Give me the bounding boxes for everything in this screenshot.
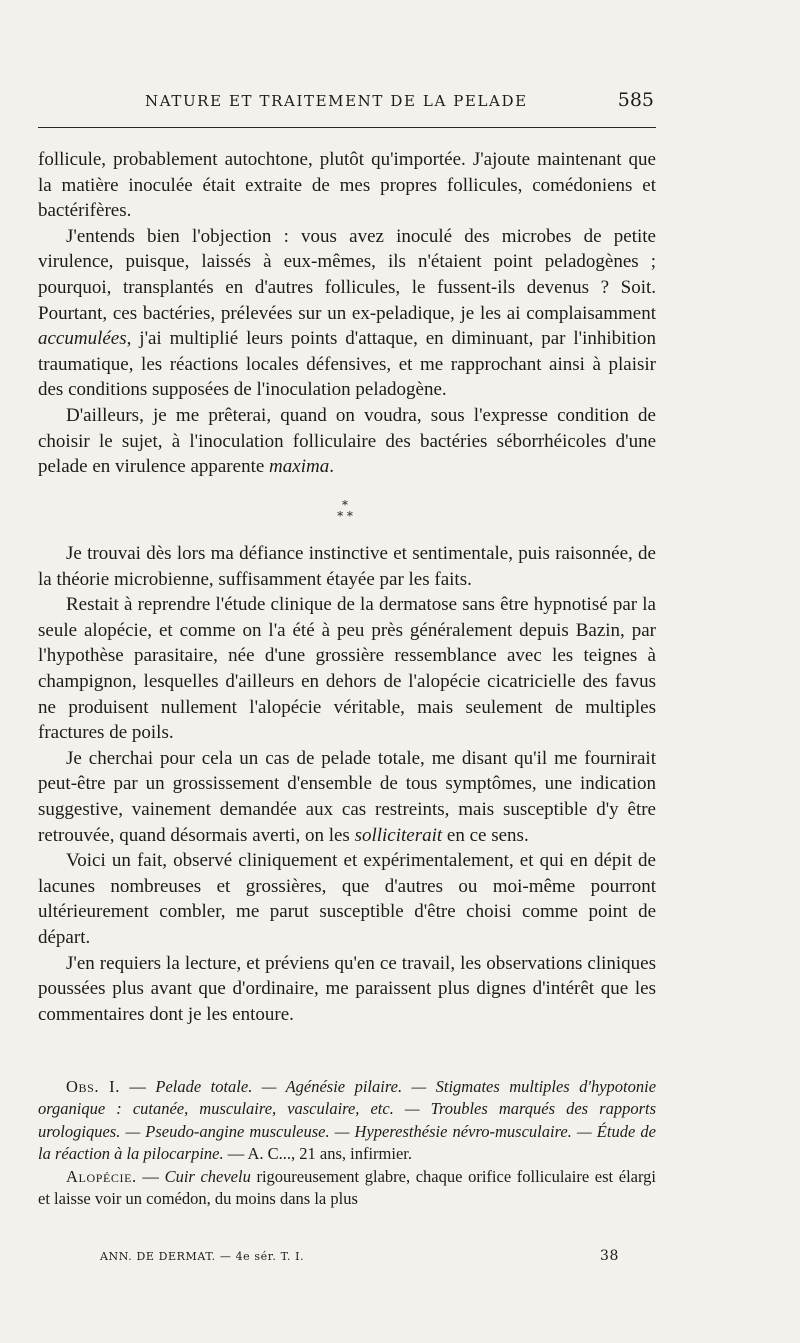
signature-mark: ANN. DE DERMAT. — 4e sér. T. I.	[100, 1250, 305, 1263]
header-rule	[38, 127, 656, 128]
paragraph-3: D'ailleurs, je me prêterai, quand on voudra, sous l'expresse condition de choisir le sujet, à l'inoculation folliculaire des bactéries séborrhéicoles d'une pelade en virulence apparente maxima.	[38, 404, 656, 478]
observation-block	[38, 1076, 656, 1210]
paragraph-6: Je cherchai pour cela un cas de pelade totale, me disant qu'il me fournirait peut-être par un grossissement d'ensemble de tous symptômes, une indication suggestive, vainement demandée aux cas restreints, mais susceptible d'y être retrouvée, quand désormais averti, on les solliciterait en ce sens.	[38, 747, 656, 846]
page-header	[38, 89, 656, 116]
body-text-upper	[38, 147, 656, 480]
paragraph-8: J'en requiers la lecture, et préviens qu'en ce travail, les observations cliniques poussées plus avant que d'ordinaire, me paraissent plus dignes d'intérêt que les commentaires dont je les entoure.	[38, 952, 656, 1025]
paragraph-2: J'entends bien l'objection : vous avez inoculé des microbes de petite virulence, puisque, laissés à eux-mêmes, ils n'étaient point peladogènes ; pourquoi, transplantés en d'autres follicules, le fussent-ils devenus ? Soit. Pourtant, ces bactéries, prélevées sur un ex-peladique, je les ai complaisamment accumulées, j'ai multiplié leurs points d'attaque, en diminuant, par l'inhibition traumatique, les réactions locales défensives, et me rapprochant ainsi à plaisir des conditions supposées de l'inoculation peladogène.	[38, 225, 656, 401]
paragraph-1: follicule, probablement autochtone, plutôt qu'importée. J'ajoute maintenant que la matière inoculée était extraite de mes propres follicules, comédoniens et bactérifères.	[38, 149, 656, 222]
observation-heading: Obs. I. — Pelade totale. — Agénésie pilaire. — Stigmates multiples d'hypotonie organique : cutanée, musculaire, vasculaire, etc. — Troubles marqués des rapports urologiques. — Pseudo-angine musculeuse. — Hyperesthésie névro-musculaire. — Étude de la réaction à la pilocarpine. — A. C..., 21 ans, infirmier.	[38, 1077, 657, 1164]
paragraph-4: Je trouvai dès lors ma défiance instinctive et sentimentale, puis raisonnée, de la théorie microbienne, suffisamment étayée par les faits.	[38, 543, 656, 590]
page-number: 585	[617, 89, 654, 111]
observation-alopecie: Alopécie. — Cuir chevelu rigoureusement glabre, chaque orifice folliculaire est élargi et laisse voir un comédon, du moins dans la plus	[38, 1166, 657, 1209]
paragraph-5: Restait à reprendre l'étude clinique de la dermatose sans être hypnotisé par la seule alopécie, et comme on l'a été à peu près généralement depuis Bazin, par l'hypothèse parasitaire, née d'une grossière ressemblance avec les teignes à champignon, lesquelles d'ailleurs en dehors de l'alopécie cicatricielle des favus ne produisent nullement l'alopécie véritable, mais seulement de multiples fractures de poils.	[38, 594, 656, 744]
body-text-lower	[38, 541, 656, 1027]
signature-number: 38	[599, 1248, 619, 1264]
running-title: NATURE ET TRAITEMENT DE LA PELADE	[145, 92, 528, 110]
section-asterism: * * *	[337, 498, 353, 523]
paragraph-7: Voici un fait, observé cliniquement et expérimentalement, et qui en dépit de lacunes nombreuses et grossières, que d'autres ou moi-même pourront ultérieurement combler, me parut susceptible d'être choisi comme point de départ.	[38, 850, 656, 948]
page-footer	[38, 1250, 656, 1270]
